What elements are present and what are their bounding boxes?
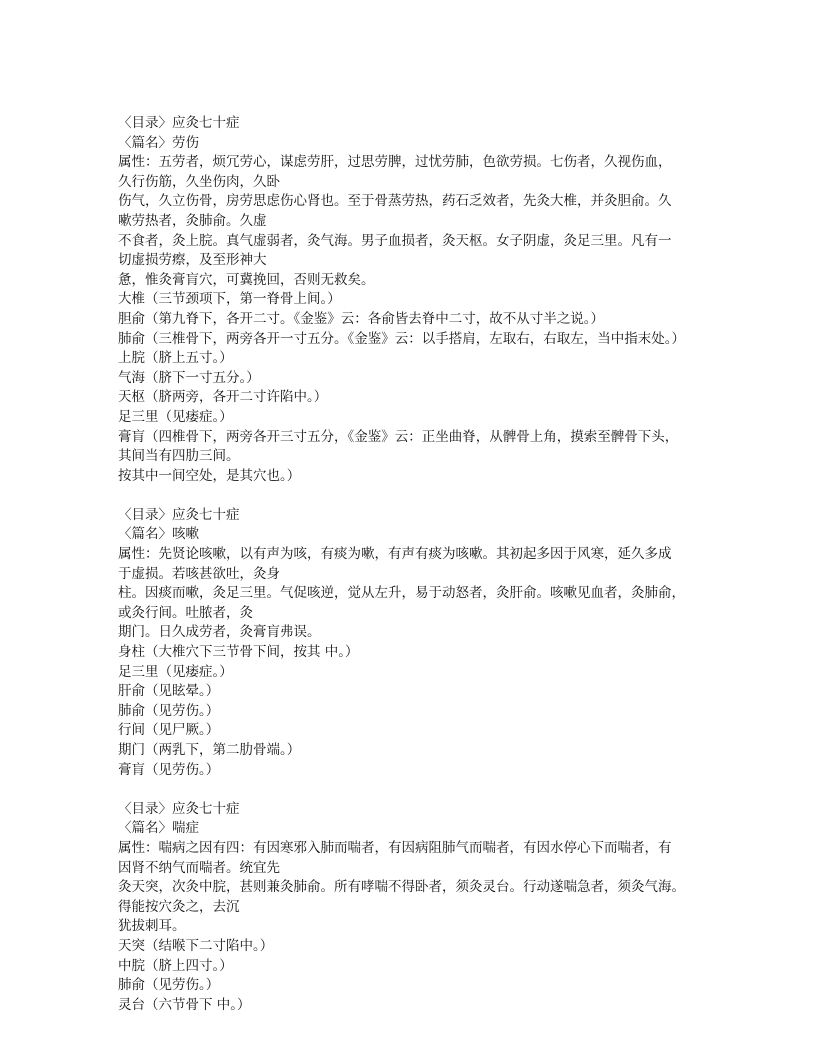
text-line: 惫，惟灸膏肓穴，可冀挽回，否则无救矣。 — [118, 271, 375, 288]
section-spacer — [118, 486, 708, 506]
chapter-title: 〈篇名〉咳嗽 — [118, 526, 199, 543]
text-line: 伤气，久立伤骨，房劳思虑伤心肾也。至于骨蒸劳热，药石乏效者，先灸大椎，并灸胆俞。久 — [118, 193, 672, 210]
text-line: 属性：先贤论咳嗽，以有声为咳，有痰为嗽，有声有痰为咳嗽。其初起多因于风寒，延久多成 — [118, 546, 672, 563]
catalog-heading: 〈目录〉应灸七十症 — [118, 115, 240, 131]
text-line: 或灸行间。吐脓者，灸 — [118, 604, 253, 621]
acupoint-line: 按其中一间空处，是其穴也。） — [118, 467, 301, 484]
text-line: 属性：五劳者，烦冗劳心，谋虑劳肝，过思劳脾，过忧劳肺，色欲劳损。七伤者，久视伤血， — [118, 154, 672, 171]
acupoint-line: 肺俞（见劳伤。） — [118, 702, 220, 719]
acupoint-line: 行间（见尸厥。） — [118, 722, 220, 739]
acupoint-line: 期门（两乳下，第二肋骨端。） — [118, 742, 301, 758]
text-line: 属性：喘病之因有四：有因寒邪入肺而喘者，有因病阻肺气而喘者，有因水停心下而喘者，有 — [118, 839, 672, 856]
section-kesou — [118, 506, 708, 780]
text-line: 柱。因痰而嗽，灸足三里。气促咳逆，觉从左升，易于动怒者，灸肝俞。咳嗽见血者，灸肺俞， — [118, 585, 685, 602]
acupoint-line: 天枢（脐两旁，各开二寸许陷中。） — [118, 389, 328, 406]
text-line: 嗽劳热者，灸肺俞。久虚 — [118, 212, 267, 229]
acupoint-line: 胆俞（第九脊下，各开二寸。《金鉴》云：各俞皆去脊中二寸，故不从寸半之说。） — [118, 310, 604, 327]
acupoint-line: 膏肓（见劳伤。） — [118, 761, 220, 778]
text-line: 久行伤筋，久坐伤肉，久卧 — [118, 173, 280, 190]
chapter-title: 〈篇名〉喘症 — [118, 820, 199, 837]
catalog-heading: 〈目录〉应灸七十症 — [118, 800, 240, 817]
acupoint-line: 上脘（脐上五寸。） — [118, 350, 233, 367]
acupoint-line: 大椎（三节颈项下，第一脊骨上间。） — [118, 291, 341, 308]
section-laoshang — [118, 114, 708, 486]
acupoint-line: 肺俞（三椎骨下，两旁各开一寸五分。《金鉴》云：以手搭肩，左取右，右取左，当中指末处。） — [118, 330, 685, 347]
chapter-title: 〈篇名〉劳伤 — [118, 134, 199, 151]
text-line: 犹拔刺耳。 — [118, 918, 186, 935]
acupoint-line: 肺俞（见劳伤。） — [118, 977, 220, 994]
acupoint-line: 足三里（见痿症。） — [118, 663, 233, 680]
text-line: 切虚损劳瘵，及至形神大 — [118, 252, 267, 269]
acupoint-line: 膏肓（四椎骨下，两旁各开三寸五分，《金鉴》云：正坐曲脊，从髀骨上角，摸索至髀骨下头， — [118, 428, 679, 445]
acupoint-line: 肝俞（见眩晕。） — [118, 683, 220, 700]
section-spacer — [118, 780, 708, 800]
section-chuanzheng — [118, 800, 708, 1016]
text-line: 期门。日久成劳者，灸膏肓弗误。 — [118, 624, 321, 641]
catalog-heading: 〈目录〉应灸七十症 — [118, 506, 240, 523]
acupoint-line: 天突（结喉下二寸陷中。） — [118, 937, 274, 954]
acupoint-line: 其间当有四肋三间。 — [118, 448, 240, 465]
text-line: 不食者，灸上脘。真气虚弱者，灸气海。男子血损者，灸天枢。女子阴虚，灸足三里。凡有一 — [118, 232, 672, 249]
text-line: 因肾不纳气而喘者。统宜先 — [118, 859, 280, 876]
document-page — [118, 114, 708, 1015]
acupoint-line: 中脘（脐上四寸。） — [118, 957, 233, 974]
acupoint-line: 足三里（见痿症。） — [118, 408, 233, 425]
acupoint-line: 身柱（大椎穴下三节骨下间，按其 中。） — [118, 644, 359, 661]
text-line: 于虚损。若咳甚欲吐，灸身 — [118, 565, 280, 582]
acupoint-line: 灵台（六节骨下 中。） — [118, 996, 251, 1013]
text-line: 得能按穴灸之，去沉 — [118, 898, 240, 915]
acupoint-line: 气海（脐下一寸五分。） — [118, 369, 260, 386]
text-line: 灸天突，次灸中脘，甚则兼灸肺俞。所有哮喘不得卧者，须灸灵台。行动遂喘急者，须灸气海。 — [118, 879, 685, 896]
